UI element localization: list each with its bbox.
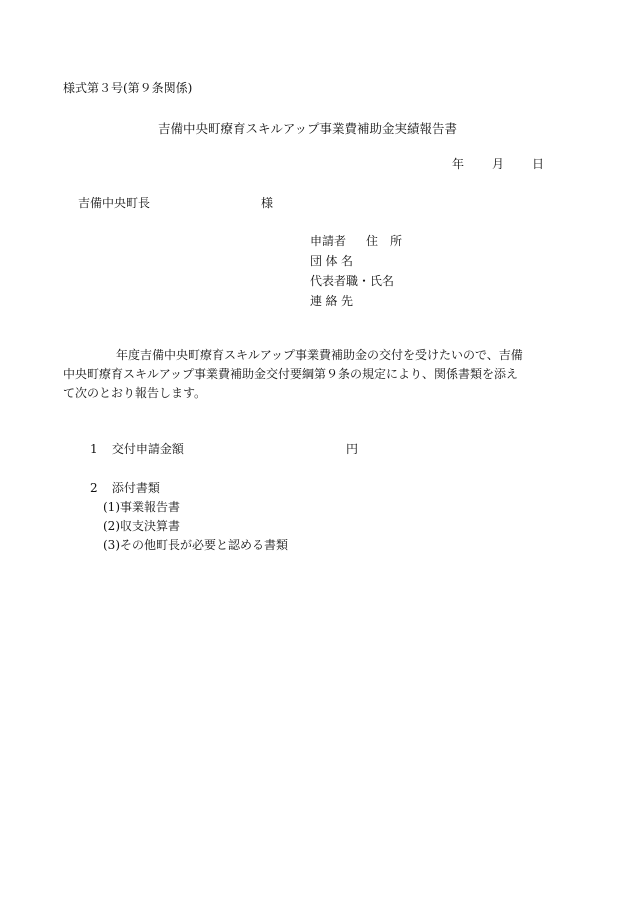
item-2-label: 添付書類 (111, 481, 160, 495)
report-body-line-1 (63, 346, 577, 365)
item-1-number: 1 (90, 442, 98, 456)
applicant-contact-row (310, 293, 402, 313)
applicant-address-label: 住 所 (366, 234, 403, 248)
applicant-address-row (310, 233, 402, 253)
applicant-representative-row (310, 273, 402, 293)
item-grant-amount (90, 441, 184, 457)
report-body (63, 346, 577, 403)
date-day-label: 日 (532, 157, 545, 171)
applicant-group-row (310, 253, 402, 273)
applicant-block (310, 233, 402, 313)
addressee-name: 吉備中央町長 (78, 196, 151, 210)
addressee-honorific: 様 (261, 196, 274, 210)
item-attachments (90, 480, 160, 496)
report-body-line-2: 中央町療育スキルアップ事業費補助金交付要綱第９条の規定により、関係書類を添え (63, 367, 519, 381)
date-year-label: 年 (452, 157, 465, 171)
date-month-label: 月 (492, 157, 505, 171)
attachment-item: (1)事業報告書 (103, 500, 180, 514)
applicant-contact-label: 連絡先 (310, 294, 357, 308)
item-1-unit: 円 (346, 442, 359, 456)
document-title: 吉備中央町療育スキルアップ事業費補助金実績報告書 (158, 121, 458, 136)
applicant-group-name-label: 団体名 (310, 254, 357, 268)
applicant-heading: 申請者 (310, 234, 347, 248)
report-body-line-1-text: 年度吉備中央町療育スキルアップ事業費補助金の交付を受けたいので、吉備 (116, 348, 523, 362)
item-2-number: 2 (90, 481, 98, 495)
report-body-line-3: て次のとおり報告します。 (63, 386, 207, 400)
item-1-label: 交付申請金額 (111, 442, 184, 456)
form-number: 様式第３号(第９条関係) (63, 81, 193, 95)
attachment-item: (2)収支決算書 (103, 519, 180, 533)
attachment-item: (3)その他町長が必要と認める書類 (103, 538, 288, 552)
applicant-representative-label: 代表者職・氏名 (310, 274, 395, 288)
